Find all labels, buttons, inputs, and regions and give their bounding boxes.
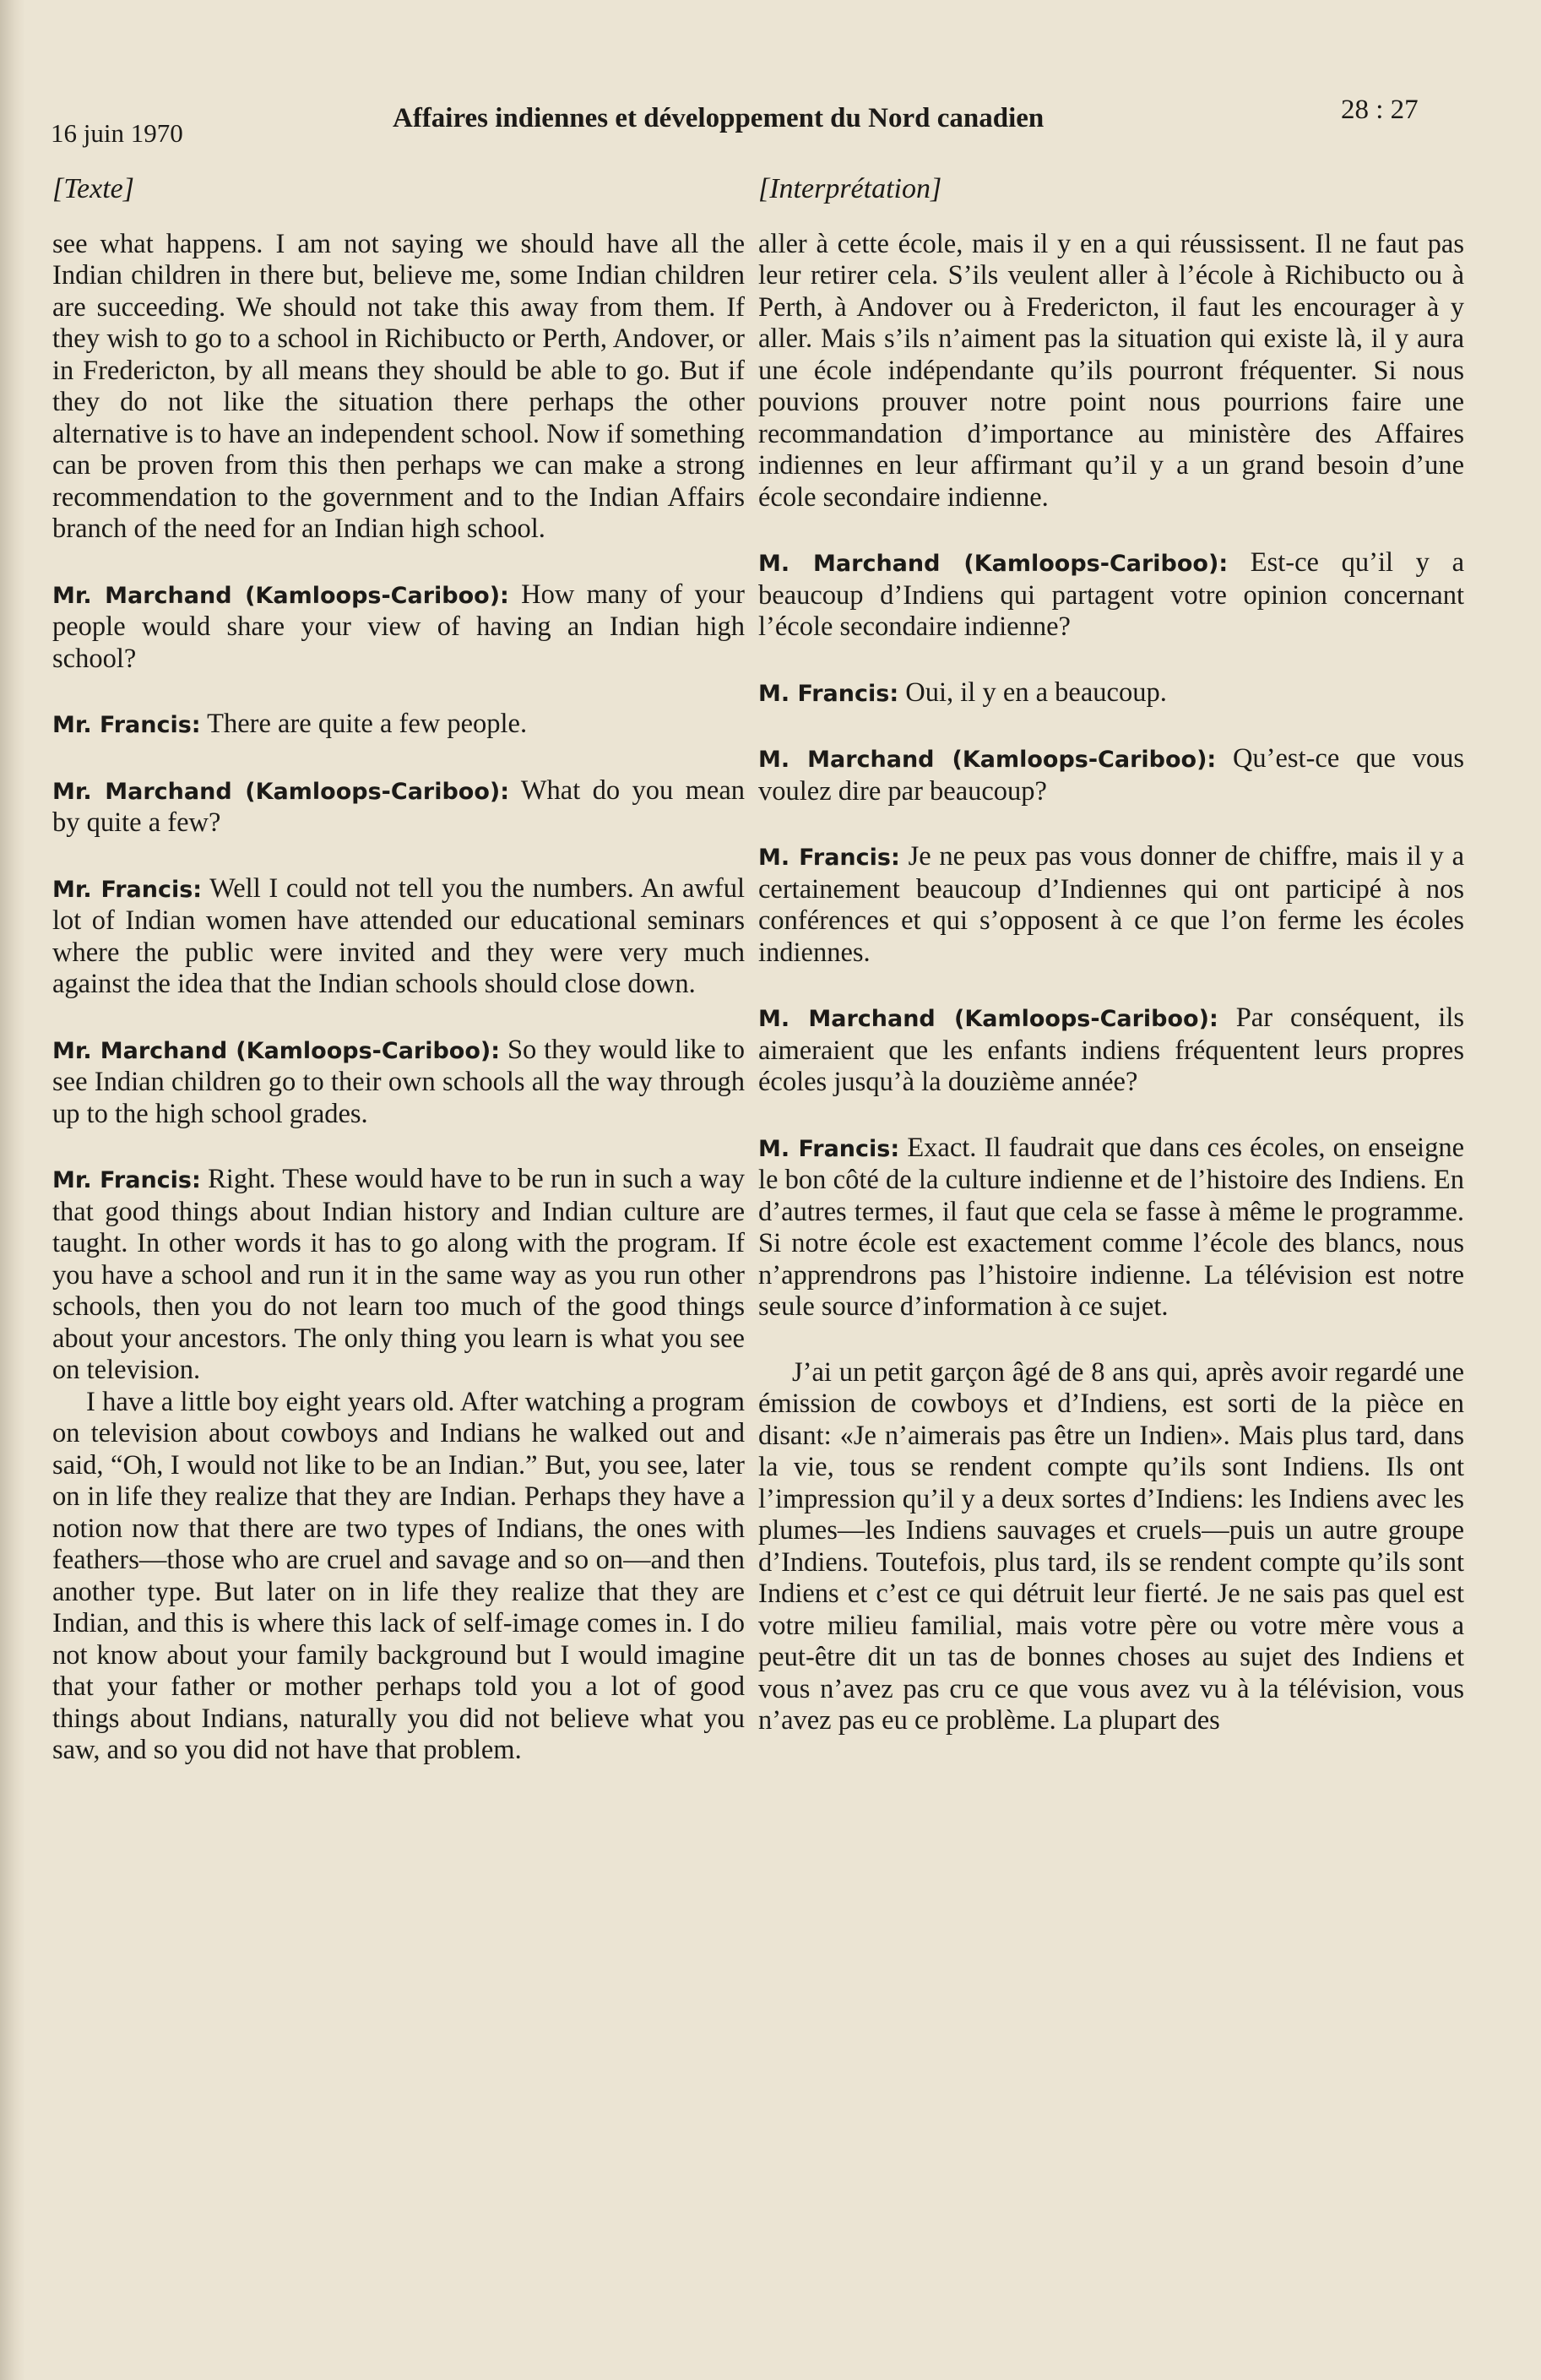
paragraph-text: Right. These would have to be run in such a way that good things about Indian history and Indian culture are taught. In other words it has to go along with the program. If you have a school and run it in the same way as you run other schools, then you do not learn too much of the good things about your ancestors. The only thing you learn is what you see on television.: [52, 1164, 746, 1385]
paragraph-text: J’ai un petit garçon âgé de 8 ans qui, après avoir regardé une émission de cowboys et d’Indiens, est sorti de la pièce en disant: «Je n’aimerais pas être un Indien». Mais plus tard, dans la vie, tous se rendent compte qu’ils sont Indiens. Ils ont l’impression qu’il y a deux sortes d’Indiens: les Indiens avec les plumes—les Indiens sauvages et cruels—puis un autre groupe d’Indiens. Toutefois, plus tard, ils se rendent compte qu’ils sont Indiens et c’est ce qui détruit leur fierté. Je ne sais pas quel est votre milieu familial, mais votre père ou votre mère vous a peut-être dit un tas de bonnes choses au sujet des Indiens et vous n’avez pas cru ce que vous avez vu à la télévision, vous n’avez pas eu ce problème. La plupart des: [758, 1356, 1464, 1736]
paragraph-text: Je ne peux pas vous donner de chiffre, mais il y a certainement beaucoup d’Indiennes qui ont participé à nos conférences et qui s’opposent à ce que l’on ferme les écoles indiennes.: [758, 841, 1464, 968]
speaker-name: M. Marchand (Kamloops-Cariboo):: [758, 1006, 1218, 1032]
speaker-name: Mr. Francis:: [52, 876, 203, 903]
french-paragraph: [758, 547, 1464, 644]
speaker-name: M. Francis:: [758, 1135, 900, 1162]
english-paragraph: [52, 775, 745, 840]
english-paragraph: [52, 873, 745, 1001]
speaker-name: M. Marchand (Kamloops-Cariboo):: [758, 747, 1217, 773]
paragraph-text: see what happens. I am not saying we should have all the Indian children in there but, believe me, some Indian children are succeeding. We should not take this away from them. If they wish to go to a school in Richibucto or Perth, Andover, or in Fredericton, by all means they should be able to go. But if they do not like the situation there perhaps the other alternative is to have an independent school. Now if something can be proven from this then perhaps we can make a strong recommendation to the government and to the Indian Affairs branch of the need for an Indian high school.: [52, 228, 745, 544]
speaker-name: M. Marchand (Kamloops-Cariboo):: [758, 551, 1229, 577]
paragraph-text: Oui, il y en a beaucoup.: [905, 677, 1167, 708]
page-spine-shadow: [0, 0, 25, 2380]
french-paragraph: [758, 743, 1464, 807]
speaker-name: Mr. Francis:: [52, 712, 201, 738]
english-label: [Texte]: [52, 173, 134, 204]
french-paragraph: [758, 1357, 1464, 1737]
paragraph-text: I have a little boy eight years old. After watching a program on television about cowboys and Indians he walked out and said, “Oh, I would not like to be an Indian.” But, you see, later on in life they realize that they are Indian. Perhaps they have a notion now that there are two types of Indians, the ones with feathers—those who are cruel and savage and so on—and then another type. But later on in life they realize that they are Indian, and this is where this lack of self-image comes in. I do not know about your family background but I would imagine that your father or mother perhaps told you a lot of good things about Indians, naturally you did not believe what you saw, and so you did not have that problem.: [52, 1386, 745, 1765]
french-label: [Interprétation]: [758, 173, 942, 204]
speaker-name: M. Francis:: [758, 845, 900, 871]
paragraph-text: So they would like to see Indian children go to their own schools all the way through up to the high school grades.: [52, 1034, 746, 1129]
speaker-name: Mr. Francis:: [52, 1167, 201, 1193]
paragraph-text: What do you mean by quite a few?: [52, 774, 745, 838]
paragraph-text: Qu’est-ce que vous voulez dire par beaucoup?: [758, 743, 1464, 807]
speaker-name: Mr. Marchand (Kamloops-Cariboo):: [52, 1037, 501, 1064]
page-number: 28 : 27: [1341, 95, 1419, 125]
paragraph-text: Exact. Il faudrait que dans ces écoles, on enseigne le bon côté de la culture indienne et de l’histoire des Indiens. En d’autres termes, il faut que cela se fasse à même le programme. Si notre école est exactement comme l’école des blancs, nous n’apprendrons pas l’histoire indienne. La télévision est notre seule source d’information à ce sujet.: [758, 1132, 1465, 1322]
paragraph-text: How many of your people would share your view of having an Indian high school?: [52, 579, 746, 674]
english-paragraph: [52, 579, 745, 676]
speaker-name: Mr. Marchand (Kamloops-Cariboo):: [52, 778, 510, 805]
french-column: [758, 173, 1464, 1737]
page-header: [51, 95, 1452, 148]
english-column: [52, 173, 745, 1767]
french-paragraph: [758, 1003, 1464, 1099]
paragraph-text: Par conséquent, ils aimeraient que les enfants indiens fréquentent leurs propres écoles jusqu’à la douzième année?: [758, 1003, 1465, 1097]
paragraph-text: aller à cette école, mais il y en a qui réussissent. Il ne faut pas leur retirer cela. S’ils veulent aller à l’école à Richibucto ou à Perth, à Andover ou à Fredericton, il faut les encourager à y aller. Mais s’ils n’aiment pas la situation qui existe là, il y aura une école indépendante qu’ils pourront fréquenter. Si nous pouvions prouver notre point nous pourrions faire une recommandation d’importance au ministère des Affaires indiennes en leur affirmant qu’il y a un grand besoin d’une école secondaire indienne.: [758, 228, 1464, 513]
paragraph-text: There are quite a few people.: [207, 709, 528, 739]
header-date: 16 juin 1970: [51, 118, 183, 148]
english-paragraph: [52, 229, 745, 546]
paragraph-text: Well I could not tell you the numbers. An awful lot of Indian women have attended our educational seminars where the public were invited and they were very much against the idea that the Indian schools should close down.: [52, 872, 745, 999]
speaker-name: Mr. Marchand (Kamloops-Cariboo):: [52, 582, 509, 609]
english-paragraph: [52, 1035, 745, 1131]
french-paragraph: [758, 841, 1464, 969]
french-paragraph: [758, 677, 1464, 710]
french-paragraph: [758, 229, 1464, 514]
paragraph-text: Est-ce qu’il y a beaucoup d’Indiens qui partagent votre opinion concernant l’école secondaire indienne?: [758, 547, 1464, 642]
english-paragraph: [52, 1387, 745, 1767]
header-title: Affaires indiennes et développement du Nord canadien: [393, 103, 1045, 133]
english-paragraph: [52, 709, 745, 742]
speaker-name: M. Francis:: [758, 680, 899, 707]
english-paragraph: [52, 1164, 745, 1387]
french-paragraph: [758, 1133, 1464, 1323]
